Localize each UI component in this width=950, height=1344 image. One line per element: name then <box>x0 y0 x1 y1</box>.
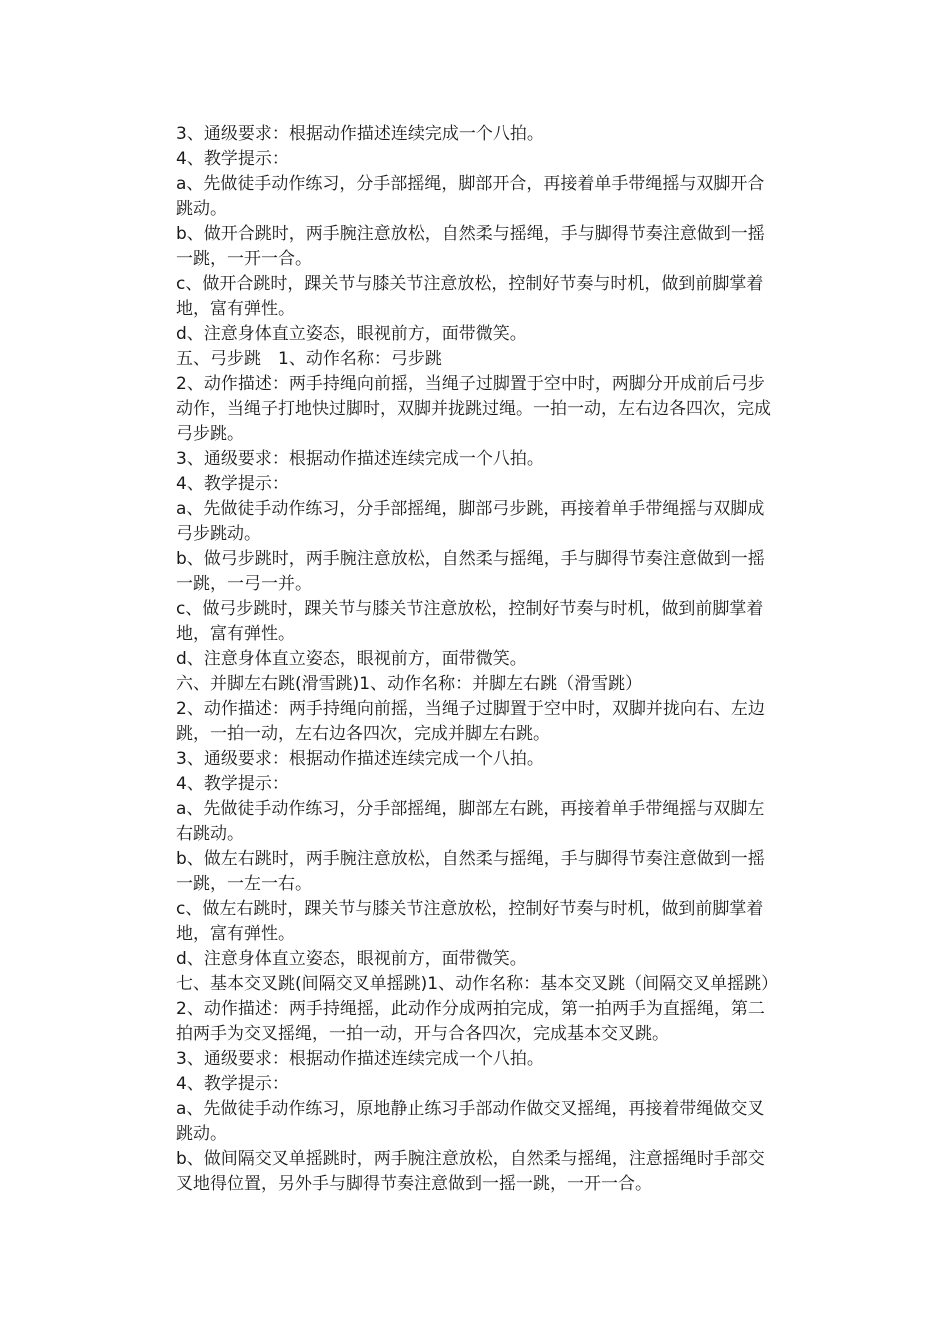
paragraph: c、做弓步跳时，踝关节与膝关节注意放松，控制好节奏与时机，做到前脚掌着地，富有弹性。 <box>176 599 764 644</box>
paragraph: 3、通级要求：根据动作描述连续完成一个八拍。 <box>176 124 544 144</box>
section-heading: 六、并脚左右跳(滑雪跳)1、动作名称：并脚左右跳（滑雪跳） <box>176 674 643 694</box>
paragraph: 2、动作描述：两手持绳向前摇，当绳子过脚置于空中时，双脚并拢向右、左边跳，一拍一动，左右边各四次，完成并脚左右跳。 <box>176 699 765 744</box>
paragraph: 4、教学提示： <box>176 774 289 794</box>
paragraph: d、注意身体直立姿态，眼视前方，面带微笑。 <box>176 949 527 969</box>
paragraph: 3、通级要求：根据动作描述连续完成一个八拍。 <box>176 749 544 769</box>
paragraph: c、做左右跳时，踝关节与膝关节注意放松，控制好节奏与时机，做到前脚掌着地，富有弹性。 <box>176 899 764 944</box>
paragraph: 3、通级要求：根据动作描述连续完成一个八拍。 <box>176 449 544 469</box>
paragraph: a、先做徒手动作练习，分手部摇绳，脚部弓步跳，再接着单手带绳摇与双脚成弓步跳动。 <box>176 499 765 544</box>
paragraph: 4、教学提示： <box>176 149 289 169</box>
paragraph: a、先做徒手动作练习，分手部摇绳，脚部左右跳，再接着单手带绳摇与双脚左右跳动。 <box>176 799 765 844</box>
paragraph: 3、通级要求：根据动作描述连续完成一个八拍。 <box>176 1049 544 1069</box>
paragraph: 4、教学提示： <box>176 1074 289 1094</box>
paragraph: b、做左右跳时，两手腕注意放松，自然柔与摇绳，手与脚得节奏注意做到一摇一跳，一左一右。 <box>176 849 765 894</box>
paragraph: b、做弓步跳时，两手腕注意放松，自然柔与摇绳，手与脚得节奏注意做到一摇一跳，一弓一并。 <box>176 549 765 594</box>
section-heading: 五、弓步跳 1、动作名称：弓步跳 <box>176 349 442 369</box>
paragraph: 2、动作描述：两手持绳向前摇，当绳子过脚置于空中时，两脚分开成前后弓步动作，当绳子打地快过脚时，双脚并拢跳过绳。一拍一动，左右边各四次，完成弓步跳。 <box>176 374 771 444</box>
paragraph: b、做开合跳时，两手腕注意放松，自然柔与摇绳，手与脚得节奏注意做到一摇一跳，一开一合。 <box>176 224 765 269</box>
paragraph: a、先做徒手动作练习，分手部摇绳，脚部开合，再接着单手带绳摇与双脚开合跳动。 <box>176 174 765 219</box>
paragraph: b、做间隔交叉单摇跳时，两手腕注意放松，自然柔与摇绳，注意摇绳时手部交叉地得位置，另外手与脚得节奏注意做到一摇一跳，一开一合。 <box>176 1149 765 1194</box>
paragraph: 2、动作描述：两手持绳摇，此动作分成两拍完成，第一拍两手为直摇绳，第二拍两手为交叉摇绳，一拍一动，开与合各四次，完成基本交叉跳。 <box>176 999 765 1044</box>
paragraph: a、先做徒手动作练习，原地静止练习手部动作做交叉摇绳，再接着带绳做交叉跳动。 <box>176 1099 765 1144</box>
paragraph: d、注意身体直立姿态，眼视前方，面带微笑。 <box>176 649 527 669</box>
paragraph: c、做开合跳时，踝关节与膝关节注意放松，控制好节奏与时机，做到前脚掌着地，富有弹性。 <box>176 274 764 319</box>
paragraph: 4、教学提示： <box>176 474 289 494</box>
document-body <box>176 122 779 1197</box>
section-heading: 七、基本交叉跳(间隔交叉单摇跳)1、动作名称：基本交叉跳（间隔交叉单摇跳） <box>176 974 779 994</box>
paragraph: d、注意身体直立姿态，眼视前方，面带微笑。 <box>176 324 527 344</box>
